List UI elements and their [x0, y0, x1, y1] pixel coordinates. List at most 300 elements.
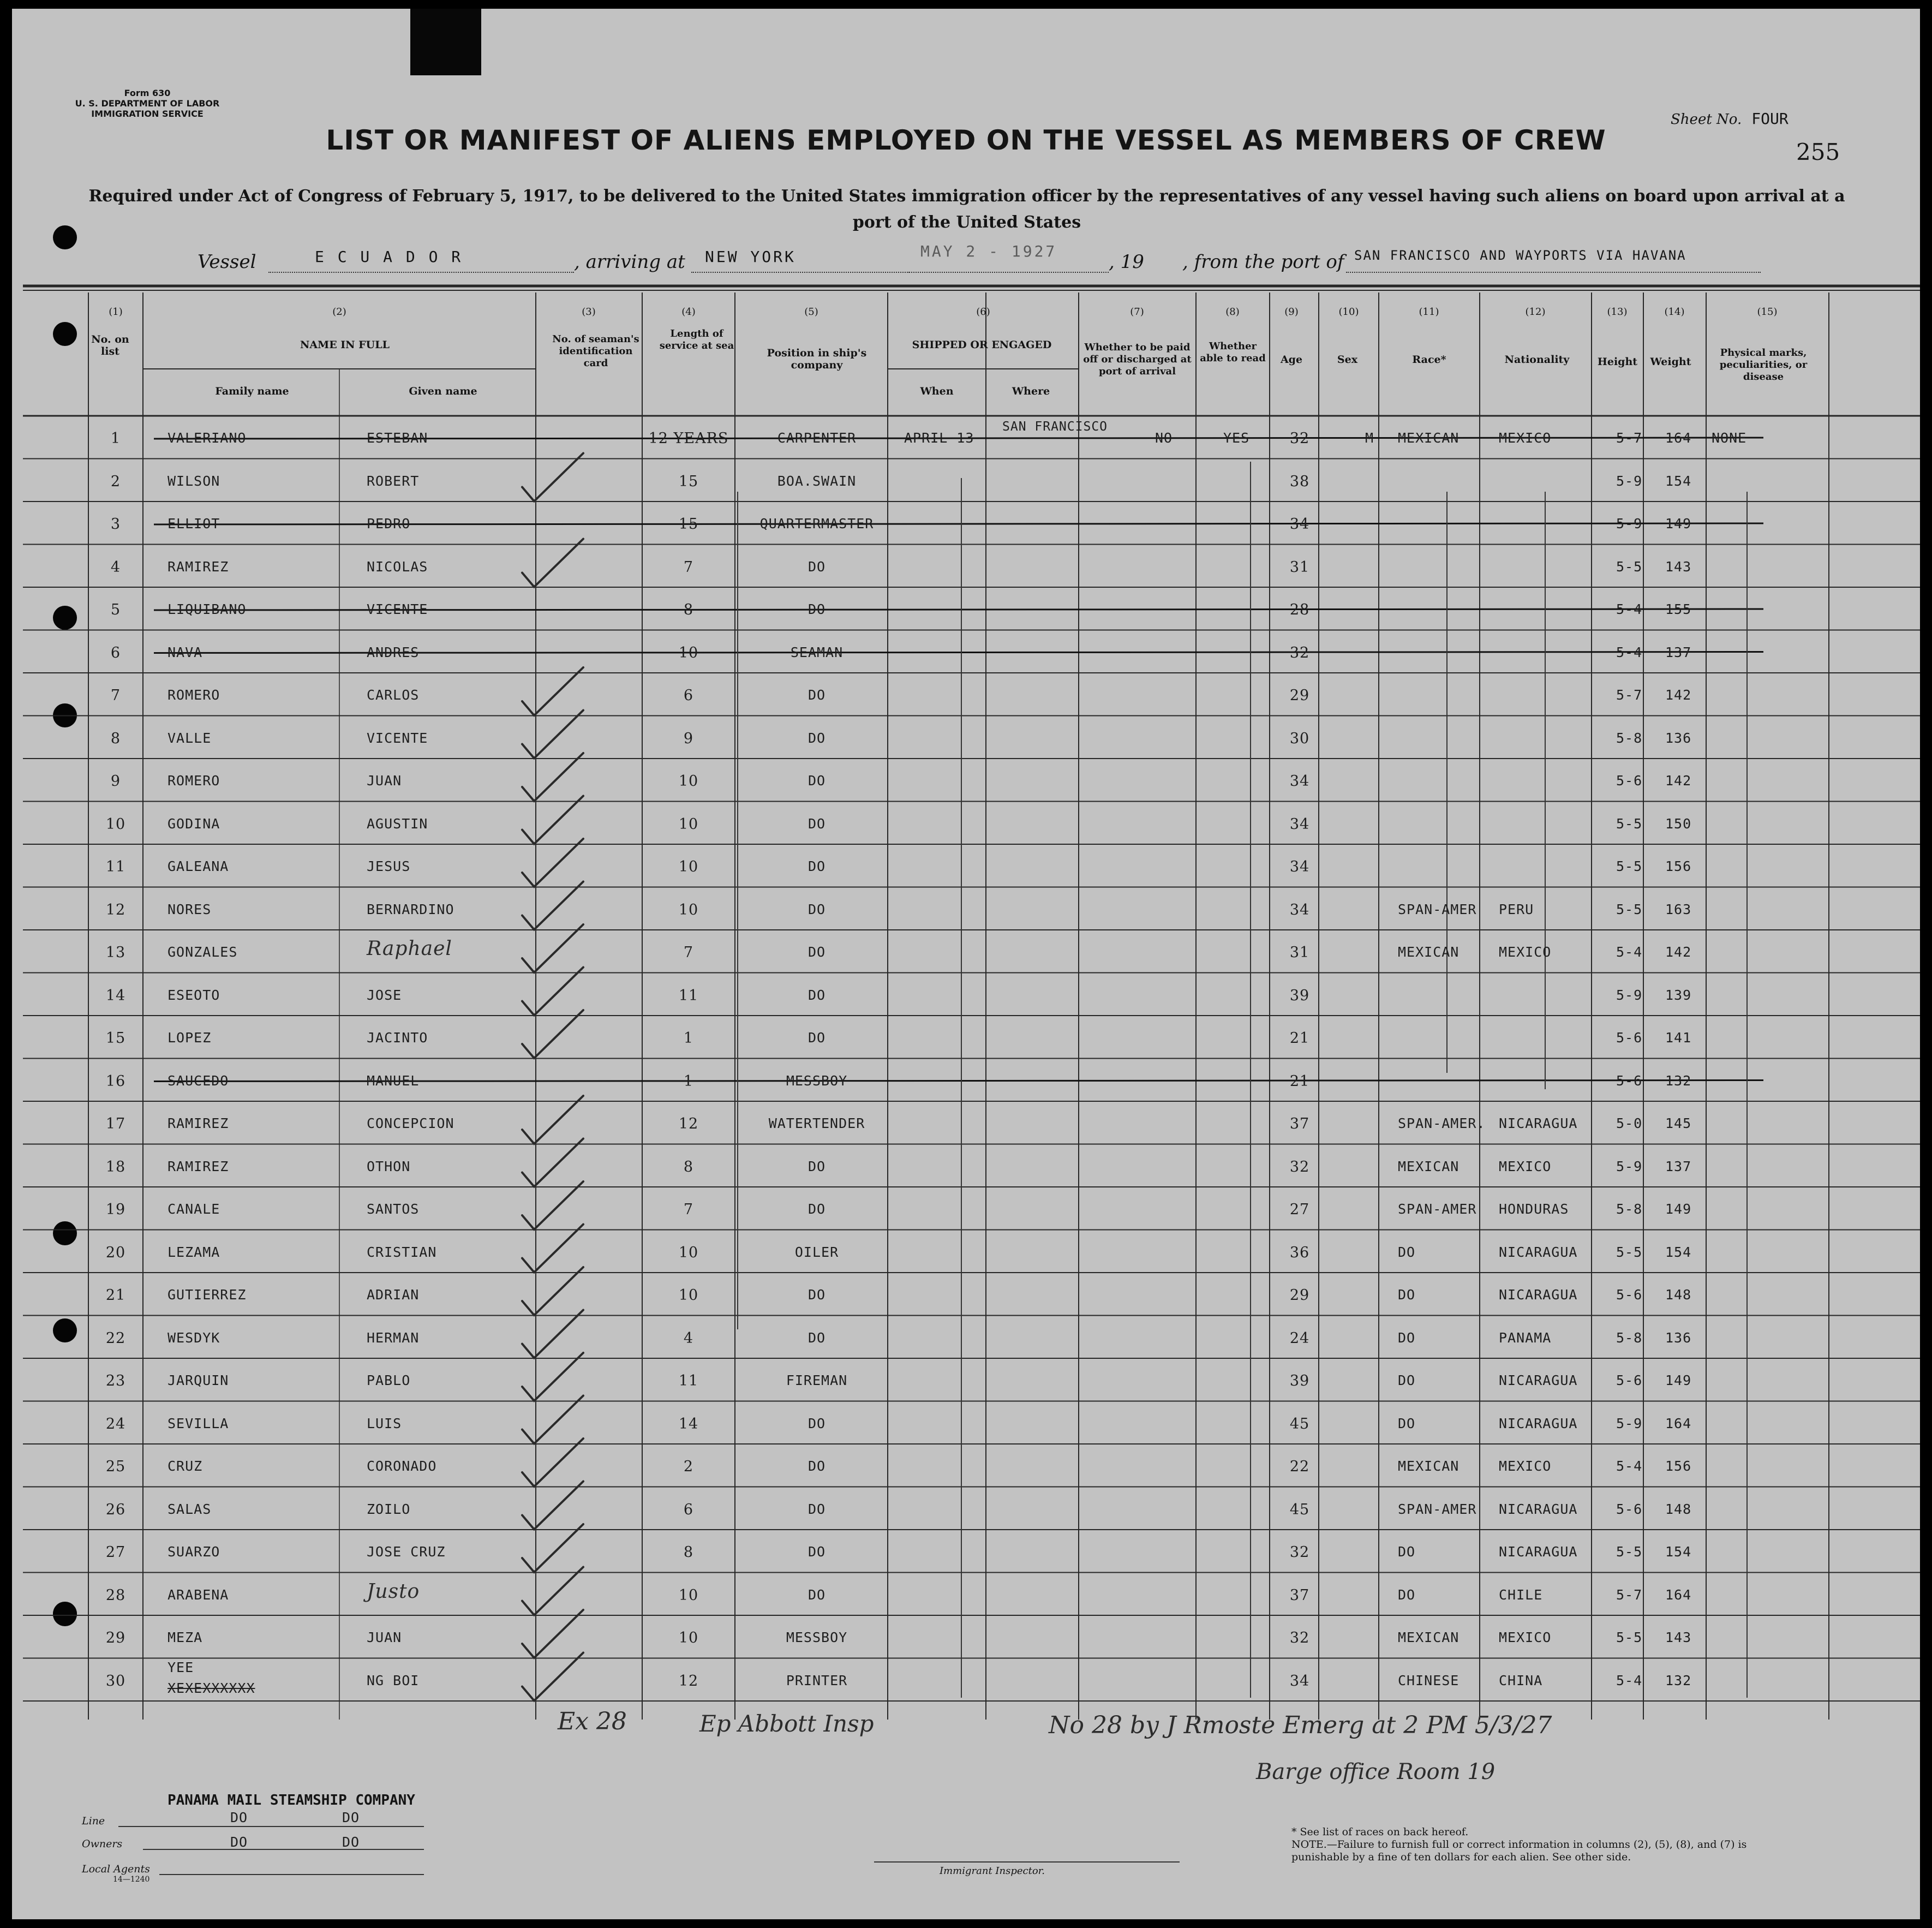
- table-row: [12, 1444, 1920, 1487]
- company-name: PANAMA MAIL STEAMSHIP COMPANY: [168, 1792, 415, 1808]
- weight: 149: [1665, 1372, 1692, 1388]
- length-of-service: 7: [683, 944, 694, 961]
- nationality: CHINA: [1499, 1672, 1543, 1688]
- age: 21: [1289, 1072, 1310, 1090]
- height: 5-4: [1616, 644, 1643, 660]
- length-of-service: 10: [678, 858, 699, 875]
- nationality: MEXICO: [1499, 1158, 1552, 1174]
- given-name: LUIS: [367, 1415, 402, 1431]
- age: 45: [1289, 1501, 1310, 1518]
- length-of-service: 10: [678, 1629, 699, 1646]
- table-row: [12, 887, 1920, 930]
- age: 24: [1289, 1329, 1310, 1347]
- height: 5-4: [1616, 1672, 1643, 1688]
- col-position-header: Position in ship's company: [767, 347, 867, 371]
- nationality: MEXICO: [1499, 944, 1552, 960]
- form-code: 14—1240: [113, 1875, 150, 1884]
- given-name: OTHON: [367, 1158, 411, 1174]
- service: IMMIGRATION SERVICE: [91, 109, 204, 119]
- given-name: PABLO: [367, 1372, 411, 1388]
- race: DO: [1398, 1372, 1416, 1388]
- table-row: [12, 1487, 1920, 1530]
- column-number: (2): [332, 306, 346, 318]
- given-name: MANUEL: [367, 1072, 420, 1089]
- row-number: 5: [110, 601, 121, 618]
- given-name: JESUS: [367, 858, 411, 874]
- family-name: CANALE: [168, 1201, 220, 1217]
- owners-ditto-2: DO: [342, 1834, 360, 1850]
- height: 5-4: [1616, 601, 1643, 617]
- date-stamp: MAY 2 - 1927: [920, 242, 1057, 260]
- table-row: [12, 1273, 1920, 1316]
- height: 5-6: [1616, 1030, 1643, 1046]
- table-row: [12, 1316, 1920, 1359]
- position: DO: [808, 1415, 826, 1431]
- height: 5-6: [1616, 1072, 1643, 1089]
- position: PRINTER: [786, 1672, 848, 1688]
- shipped-where: SAN FRANCISCO: [1002, 420, 1108, 434]
- position: OILER: [794, 1244, 839, 1260]
- given-name: ANDRES: [367, 644, 420, 660]
- age: 30: [1289, 730, 1310, 747]
- inspector-label: Immigrant Inspector.: [940, 1865, 1045, 1877]
- col-service-header: Length of service at sea: [659, 328, 734, 351]
- age: 27: [1289, 1201, 1310, 1218]
- agents-label: Local Agents: [82, 1863, 150, 1875]
- given-name: VICENTE: [367, 730, 428, 746]
- position: QUARTERMASTER: [759, 516, 874, 532]
- race: DO: [1398, 1287, 1416, 1303]
- given-name: NG BOI: [367, 1672, 420, 1688]
- family-name: NORES: [168, 901, 212, 917]
- age: 32: [1289, 1544, 1310, 1561]
- row-number: 15: [105, 1030, 126, 1047]
- physical-marks: NONE: [1712, 430, 1747, 446]
- weight: 163: [1665, 901, 1692, 917]
- col-weight-header: Weight: [1650, 356, 1691, 368]
- given-name: PEDRO: [367, 516, 411, 532]
- length-of-service: 10: [678, 1586, 699, 1604]
- given-name: NICOLAS: [367, 558, 428, 575]
- footnote: [1291, 1826, 1783, 1864]
- length-of-service: 10: [678, 1287, 699, 1304]
- height: 5-6: [1616, 773, 1643, 789]
- family-name: LEZAMA: [168, 1244, 220, 1260]
- given-name: ADRIAN: [367, 1287, 420, 1303]
- table-row: [12, 1144, 1920, 1187]
- height: 5-8: [1616, 1201, 1643, 1217]
- col-idcard-header: No. of seaman's identification card: [552, 333, 639, 369]
- given-name: ZOILO: [367, 1501, 411, 1517]
- given-name: SANTOS: [367, 1201, 420, 1217]
- position: DO: [808, 1030, 826, 1046]
- position: DO: [808, 944, 826, 960]
- length-of-service: 7: [683, 558, 694, 576]
- row-number: 21: [105, 1287, 126, 1304]
- height: 5-5: [1616, 901, 1643, 917]
- weight: 154: [1665, 473, 1692, 489]
- age: 34: [1289, 858, 1310, 875]
- weight: 156: [1665, 858, 1692, 874]
- table-row: [12, 1615, 1920, 1658]
- length-of-service: 12: [678, 1115, 699, 1132]
- family-name: YEE: [168, 1659, 194, 1675]
- sheet-label: Sheet No.: [1671, 111, 1742, 128]
- table-row: [12, 459, 1920, 502]
- height: 5-4: [1616, 944, 1643, 960]
- length-of-service: 11: [678, 1372, 699, 1389]
- owners-ditto-1: DO: [230, 1834, 248, 1850]
- age: 37: [1289, 1586, 1310, 1604]
- arriving-label: , arriving at: [574, 251, 685, 273]
- position: DO: [808, 1544, 826, 1560]
- table-row: [12, 416, 1920, 459]
- column-number: (11): [1419, 306, 1439, 318]
- given-name: CRISTIAN: [367, 1244, 437, 1260]
- table-row: [12, 545, 1920, 588]
- struck-family-name: XEXEXXXXXX: [168, 1680, 255, 1696]
- nationality: NICARAGUA: [1499, 1115, 1578, 1131]
- weight: 142: [1665, 944, 1692, 960]
- length-of-service: 2: [683, 1458, 694, 1475]
- race: MEXICAN: [1398, 1458, 1460, 1474]
- position: DO: [808, 730, 826, 746]
- position: SEAMAN: [790, 644, 844, 660]
- column-number: (8): [1225, 306, 1240, 318]
- row-number: 17: [105, 1115, 126, 1132]
- weight: 141: [1665, 1030, 1692, 1046]
- line-ditto-1: DO: [230, 1810, 248, 1825]
- position: MESSBOY: [786, 1072, 848, 1089]
- table-row: [12, 1230, 1920, 1273]
- age: 34: [1289, 773, 1310, 790]
- height: 5-5: [1616, 1544, 1643, 1560]
- row-number: 25: [105, 1458, 126, 1475]
- height: 5-7: [1616, 687, 1643, 703]
- shipped-when: APRIL 13: [904, 430, 974, 446]
- length-of-service: 15: [678, 473, 699, 490]
- col-height-header: Height: [1597, 356, 1638, 368]
- line-underline: [118, 1826, 424, 1827]
- height: 5-9: [1616, 516, 1643, 532]
- given-name: JACINTO: [367, 1030, 428, 1046]
- column-number: (4): [681, 306, 696, 318]
- family-name: ROMERO: [168, 773, 220, 789]
- table-row: [12, 1187, 1920, 1230]
- table-row: [12, 1059, 1920, 1102]
- weight: 143: [1665, 558, 1692, 575]
- row-number: 22: [105, 1329, 126, 1347]
- row-number: 28: [105, 1586, 126, 1604]
- position: DO: [808, 558, 826, 575]
- height: 5-9: [1616, 1158, 1643, 1174]
- given-name: JUAN: [367, 1629, 402, 1645]
- weight: 148: [1665, 1287, 1692, 1303]
- from-port: SAN FRANCISCO AND WAYPORTS VIA HAVANA: [1354, 248, 1686, 263]
- table-row: [12, 802, 1920, 845]
- age: 45: [1289, 1415, 1310, 1432]
- height: 5-5: [1616, 1629, 1643, 1645]
- given-name: JOSE CRUZ: [367, 1544, 446, 1560]
- row-number: 16: [105, 1072, 126, 1090]
- position: DO: [808, 773, 826, 789]
- length-of-service: 9: [683, 730, 694, 747]
- age: 29: [1289, 687, 1310, 704]
- family-name: GUTIERREZ: [168, 1287, 247, 1303]
- table-row: [12, 1101, 1920, 1144]
- line-label: Line: [82, 1815, 105, 1827]
- position: FIREMAN: [786, 1372, 848, 1388]
- family-name: WILSON: [168, 473, 220, 489]
- family-name: ESEOTO: [168, 987, 220, 1003]
- age: 29: [1289, 1287, 1310, 1304]
- age: 37: [1289, 1115, 1310, 1132]
- race: SPAN-AMER: [1398, 1501, 1477, 1517]
- length-of-service: 10: [678, 773, 699, 790]
- table-row: [12, 716, 1920, 759]
- row-number: 4: [110, 558, 121, 576]
- col-shipped-header: SHIPPED OR ENGAGED: [912, 339, 1052, 351]
- column-number: (7): [1130, 306, 1144, 318]
- given-name: ROBERT: [367, 473, 420, 489]
- nationality: NICARAGUA: [1499, 1244, 1578, 1260]
- family-name: ROMERO: [168, 687, 220, 703]
- document-title: LIST OR MANIFEST OF ALIENS EMPLOYED ON THE VESSEL AS MEMBERS OF CREW: [326, 124, 1606, 156]
- family-name: SUARZO: [168, 1544, 220, 1560]
- row-number: 2: [110, 473, 121, 490]
- given-name: CORONADO: [367, 1458, 437, 1474]
- table-row: [12, 502, 1920, 545]
- age: 32: [1289, 1158, 1310, 1175]
- col-given-header: Given name: [409, 385, 477, 397]
- able-to-read: YES: [1223, 430, 1250, 446]
- length-of-service: 8: [683, 601, 694, 618]
- nationality: HONDURAS: [1499, 1201, 1569, 1217]
- family-name: GALEANA: [168, 858, 229, 874]
- height: 5-5: [1616, 815, 1643, 832]
- weight: 148: [1665, 1501, 1692, 1517]
- table-row: [12, 1658, 1920, 1702]
- nationality: MEXICO: [1499, 1458, 1552, 1474]
- form-number: Form 630: [124, 88, 171, 98]
- given-name: VICENTE: [367, 601, 428, 617]
- position: DO: [808, 1201, 826, 1217]
- height: 5-9: [1616, 1415, 1643, 1431]
- column-number: (9): [1284, 306, 1299, 318]
- position: MESSBOY: [786, 1629, 848, 1645]
- col-physical-header: Physical marks, peculiarities, or disease: [1719, 347, 1808, 383]
- position: DO: [808, 687, 826, 703]
- family-name: RAMIREZ: [168, 558, 229, 575]
- race: DO: [1398, 1244, 1416, 1260]
- race: DO: [1398, 1544, 1416, 1560]
- weight: 142: [1665, 773, 1692, 789]
- column-number: (14): [1664, 306, 1685, 318]
- given-name: Justo: [367, 1580, 420, 1603]
- nationality: NICARAGUA: [1499, 1544, 1578, 1560]
- family-name: RAMIREZ: [168, 1158, 229, 1174]
- height: 5-5: [1616, 1244, 1643, 1260]
- race: CHINESE: [1398, 1672, 1460, 1688]
- row-number: 7: [110, 687, 121, 704]
- from-label: , from the port of: [1182, 251, 1344, 273]
- height: 5-6: [1616, 1287, 1643, 1303]
- column-number: (6): [976, 306, 990, 318]
- family-name: ELLIOT: [168, 516, 220, 532]
- weight: 164: [1665, 430, 1692, 446]
- length-of-service: 8: [683, 1544, 694, 1561]
- sex: M: [1365, 430, 1374, 446]
- position: DO: [808, 1287, 826, 1303]
- row-number: 14: [105, 987, 126, 1004]
- weight: 139: [1665, 987, 1692, 1003]
- family-name: NAVA: [168, 644, 203, 660]
- table-row: [12, 759, 1920, 802]
- col-where-header: Where: [1012, 385, 1050, 397]
- row-number: 30: [105, 1672, 126, 1690]
- family-name: SALAS: [168, 1501, 212, 1517]
- row-number: 12: [105, 901, 126, 918]
- family-name: MEZA: [168, 1629, 203, 1645]
- agents-underline: [159, 1874, 424, 1875]
- position: WATERTENDER: [768, 1115, 865, 1131]
- row-number: 1: [110, 430, 121, 447]
- handwritten-note-ex: Ex 28: [558, 1708, 627, 1735]
- nationality: NICARAGUA: [1499, 1287, 1578, 1303]
- column-number: (3): [582, 306, 596, 318]
- weight: 137: [1665, 644, 1692, 660]
- age: 34: [1289, 901, 1310, 918]
- length-of-service: 1: [683, 1072, 694, 1090]
- row-number: 23: [105, 1372, 126, 1389]
- length-of-service: 4: [683, 1329, 694, 1347]
- race: DO: [1398, 1329, 1416, 1346]
- race: DO: [1398, 1586, 1416, 1603]
- height: 5-9: [1616, 987, 1643, 1003]
- column-number: (15): [1757, 306, 1778, 318]
- given-name: JUAN: [367, 773, 402, 789]
- age: 21: [1289, 1030, 1310, 1047]
- row-number: 11: [105, 858, 126, 875]
- family-name: GODINA: [168, 815, 220, 832]
- row-number: 10: [105, 815, 126, 833]
- age: 22: [1289, 1458, 1310, 1475]
- weight: 154: [1665, 1544, 1692, 1560]
- nationality: MEXICO: [1499, 1629, 1552, 1645]
- row-number: 27: [105, 1544, 126, 1561]
- row-number: 9: [110, 773, 121, 790]
- document-subtitle: Required under Act of Congress of February 5, 1917, to be delivered to the United States immigration officer by the representatives of any vessel having such aliens on board upon arrival at a port of the United States: [88, 187, 1845, 232]
- race: SPAN-AMER: [1398, 901, 1477, 917]
- manifest-sheet: [12, 9, 1920, 1919]
- age: 39: [1289, 987, 1310, 1004]
- table-row: [12, 1530, 1920, 1573]
- position: DO: [808, 815, 826, 832]
- weight: 164: [1665, 1586, 1692, 1603]
- length-of-service: 15: [678, 516, 699, 533]
- row-number: 19: [105, 1201, 126, 1218]
- row-number: 18: [105, 1158, 126, 1175]
- length-of-service: 10: [678, 901, 699, 918]
- height: 5-6: [1616, 1501, 1643, 1517]
- family-name: LIQUIBANO: [168, 601, 247, 617]
- position: CARPENTER: [777, 430, 857, 446]
- weight: 149: [1665, 1201, 1692, 1217]
- weight: 136: [1665, 1329, 1692, 1346]
- row-number: 20: [105, 1244, 126, 1261]
- nationality: PERU: [1499, 901, 1534, 917]
- age: 36: [1289, 1244, 1310, 1261]
- race: SPAN-AMER: [1398, 1201, 1477, 1217]
- given-name: CARLOS: [367, 687, 420, 703]
- length-of-service: 12: [678, 1672, 699, 1690]
- length-of-service: 6: [683, 1501, 694, 1518]
- age: 32: [1289, 644, 1310, 661]
- height: 5-0: [1616, 1115, 1643, 1131]
- length-of-service: 10: [678, 644, 699, 661]
- column-number: (12): [1525, 306, 1546, 318]
- year-label: , 19: [1109, 251, 1144, 273]
- vessel-label: Vessel: [198, 251, 256, 273]
- nationality: PANAMA: [1499, 1329, 1552, 1346]
- height: 5-4: [1616, 1458, 1643, 1474]
- table-row: [12, 930, 1920, 973]
- column-number: (5): [804, 306, 818, 318]
- position: DO: [808, 987, 826, 1003]
- table-row: [12, 973, 1920, 1016]
- height: 5-8: [1616, 730, 1643, 746]
- length-of-service: 10: [678, 815, 699, 833]
- col-when-header: When: [920, 385, 954, 397]
- col-paid-header: Whether to be paid off or discharged at port of arrival: [1083, 342, 1192, 377]
- race: MEXICAN: [1398, 430, 1460, 446]
- vessel-name: E C U A D O R: [315, 248, 463, 266]
- footnote-races: * See list of races on back hereof.: [1291, 1826, 1469, 1838]
- row-number: 13: [105, 944, 126, 961]
- col-name-header: NAME IN FULL: [300, 339, 390, 351]
- family-name: VALERIANO: [168, 430, 247, 446]
- weight: 149: [1665, 516, 1692, 532]
- given-name: JOSE: [367, 987, 402, 1003]
- col-sex-header: Sex: [1337, 354, 1358, 366]
- weight: 142: [1665, 687, 1692, 703]
- given-name: AGUSTIN: [367, 815, 428, 832]
- page-number: 255: [1796, 139, 1840, 165]
- given-name: CONCEPCION: [367, 1115, 454, 1131]
- nationality: NICARAGUA: [1499, 1501, 1578, 1517]
- age: 39: [1289, 1372, 1310, 1389]
- position: DO: [808, 858, 826, 874]
- age: 31: [1289, 558, 1310, 576]
- family-name: LOPEZ: [168, 1030, 212, 1046]
- age: 34: [1289, 516, 1310, 533]
- column-number: (10): [1338, 306, 1359, 318]
- table-row: [12, 1401, 1920, 1444]
- race: MEXICAN: [1398, 1629, 1460, 1645]
- weight: 150: [1665, 815, 1692, 832]
- table-row: [12, 587, 1920, 630]
- row-number: 24: [105, 1415, 126, 1432]
- table-row: [12, 1358, 1920, 1401]
- row-number: 6: [110, 644, 121, 661]
- position: DO: [808, 1586, 826, 1603]
- family-name: GONZALES: [168, 944, 238, 960]
- footnote-penalty: NOTE.—Failure to furnish full or correct information in columns (2), (5), (8), and (7) is punishable by a fine of ten dollars for each alien. See other side.: [1291, 1839, 1747, 1863]
- col-family-header: Family name: [215, 385, 289, 397]
- weight: 154: [1665, 1244, 1692, 1260]
- given-name: Raphael: [367, 938, 452, 960]
- family-name: SEVILLA: [168, 1415, 229, 1431]
